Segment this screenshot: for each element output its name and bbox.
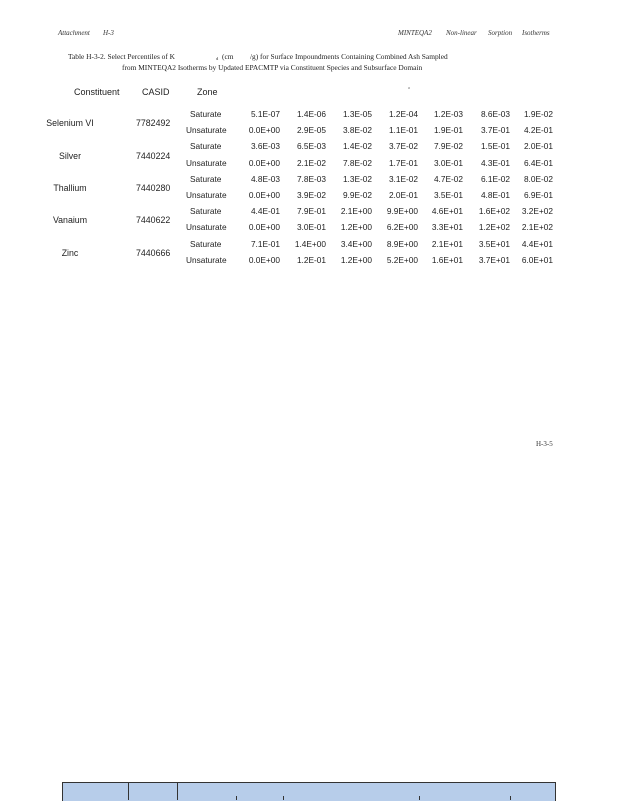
header-section: H-3 xyxy=(103,29,114,37)
percentile-value-cell: 2.1E+01 xyxy=(431,238,463,249)
casid-cell: 7440280 xyxy=(136,182,171,193)
casid-cell: 7782492 xyxy=(136,118,171,129)
percentile-value-cell: 4.7E-02 xyxy=(433,173,463,184)
percentile-value-cell: 6.2E+00 xyxy=(386,222,418,233)
percentile-value-cell: 2.0E-01 xyxy=(523,141,553,152)
percentile-value-cell: 8.9E+00 xyxy=(386,238,418,249)
percentile-value-cell: 6.4E-01 xyxy=(523,157,553,168)
percentile-value-cell: 1.9E-01 xyxy=(433,125,463,136)
percentile-value-cell: 2.1E+02 xyxy=(521,222,553,233)
percentile-value-cell: 3.3E+01 xyxy=(431,222,463,233)
percentile-value-cell: 9.9E-02 xyxy=(342,190,372,200)
percentile-value-cell: 4.6E+01 xyxy=(431,206,463,217)
percentile-value-cell: 1.2E-03 xyxy=(433,109,463,119)
percentile-value-cell: 3.4E+00 xyxy=(340,238,372,249)
header-attachment: Attachment xyxy=(58,29,90,37)
percentile-value-cell: 5.1E-07 xyxy=(250,109,280,119)
percentile-value-cell: 4.8E-01 xyxy=(480,190,510,200)
percentile-value-cell: 4.4E-01 xyxy=(250,206,280,217)
percentile-value-cell: 2.1E-02 xyxy=(296,157,326,168)
percentile-value-cell: 7.9E-01 xyxy=(296,206,326,217)
percentile-value-cell: 1.1E-01 xyxy=(388,125,418,136)
zone-cell: Saturate xyxy=(190,173,222,184)
percentile-value-cell: 3.0E-01 xyxy=(296,222,326,233)
percentile-value-cell: 3.0E-01 xyxy=(433,157,463,168)
percentile-value-cell: 1.4E-02 xyxy=(342,141,372,152)
percentile-value-cell: 0.0E+00 xyxy=(248,125,280,136)
constituent-cell: Silver xyxy=(59,150,81,161)
percentile-value-cell: 6.1E-02 xyxy=(480,173,510,184)
title-part-a: Table H-3-2. Select Percentiles of K xyxy=(68,52,176,61)
percentile-value-cell: 3.2E+02 xyxy=(521,206,553,217)
percentile-value-cell: 3.5E+01 xyxy=(478,238,510,249)
percentile-value-cell: 4.4E+01 xyxy=(521,238,553,249)
percentile-value-cell: 1.5E-01 xyxy=(480,141,510,152)
percentile-value-cell: 7.8E-03 xyxy=(296,173,326,184)
title-part-c: /g) for Surface Impoundments Containing Combined Ash Sampled xyxy=(250,52,448,61)
header-nonlinear: Non-linear xyxy=(446,29,477,37)
title-part-b: (cm xyxy=(222,52,234,61)
percentile-value-cell: 1.3E-02 xyxy=(342,173,372,184)
zone-cell: Saturate xyxy=(190,109,222,119)
percentile-value-cell: 0.0E+00 xyxy=(248,222,280,233)
percentile-value-cell: 9.9E+00 xyxy=(386,206,418,217)
casid-cell: 7440666 xyxy=(136,247,171,258)
percentile-value-cell: 4.8E-03 xyxy=(250,173,280,184)
percentile-value-cell: 7.1E-01 xyxy=(250,238,280,249)
percentile-value-cell: 1.9E-02 xyxy=(523,109,553,119)
next-table-divider xyxy=(177,782,178,800)
casid-cell: 7440224 xyxy=(136,150,171,161)
percentile-value-cell: 3.7E-01 xyxy=(480,125,510,136)
header-minteqa2: MINTEQA2 xyxy=(398,29,432,37)
percentile-value-cell: 3.8E-02 xyxy=(342,125,372,136)
percentile-value-cell: 3.1E-02 xyxy=(388,173,418,184)
percentile-value-cell: 2.1E+00 xyxy=(340,206,372,217)
next-table-divider xyxy=(236,796,237,800)
percentile-value-cell: 0.0E+00 xyxy=(248,190,280,200)
percentile-value-cell: 6.0E+01 xyxy=(521,254,553,265)
percentile-value-cell: 2.9E-05 xyxy=(296,125,326,136)
percentile-value-cell: 4.2E-01 xyxy=(523,125,553,136)
constituent-cell: Thallium xyxy=(53,182,87,193)
zone-cell: Unsaturate xyxy=(186,125,227,136)
percentile-value-cell: 2.0E-01 xyxy=(388,190,418,200)
percentile-value-cell: 8.6E-03 xyxy=(480,109,510,119)
percentile-value-cell: 6.5E-03 xyxy=(296,141,326,152)
percentile-value-cell: 3.5E-01 xyxy=(433,190,463,200)
next-table-divider xyxy=(419,796,420,800)
percentile-value-cell: 1.6E+02 xyxy=(478,206,510,217)
header-isotherms: Isotherms xyxy=(522,29,550,37)
percentile-value-cell: 1.2E-04 xyxy=(388,109,418,119)
zone-cell: Saturate xyxy=(190,206,222,217)
percentile-value-cell: 3.6E-03 xyxy=(250,141,280,152)
casid-cell: 7440622 xyxy=(136,215,171,226)
column-header-casid: CASID xyxy=(142,87,170,97)
percentile-value-cell: 8.0E-02 xyxy=(523,173,553,184)
title-subscript-d: d xyxy=(216,56,219,61)
next-table-divider xyxy=(283,796,284,800)
percentile-value-cell: 0.0E+00 xyxy=(248,157,280,168)
constituent-cell: Zinc xyxy=(61,247,79,258)
percentile-value-cell: 0.0E+00 xyxy=(248,254,280,265)
percentile-value-cell: 1.4E-06 xyxy=(296,109,326,119)
constituent-cell: Vanaium xyxy=(52,215,88,226)
zone-cell: Unsaturate xyxy=(186,254,227,265)
percentile-value-cell: 7.9E-02 xyxy=(433,141,463,152)
percentile-value-cell: 1.2E-01 xyxy=(296,254,326,265)
column-header-zone: Zone xyxy=(197,87,218,97)
percentile-value-cell: 1.6E+01 xyxy=(431,254,463,265)
page-number: H-3-5 xyxy=(536,440,553,448)
header-sorption: Sorption xyxy=(488,29,513,37)
zone-cell: Unsaturate xyxy=(186,157,227,168)
zone-cell: Saturate xyxy=(190,141,222,152)
zone-cell: Unsaturate xyxy=(186,190,227,200)
percentile-value-cell: 1.7E-01 xyxy=(388,157,418,168)
next-table-divider xyxy=(128,782,129,800)
column-header-constituent: Constituent xyxy=(74,87,120,97)
percentile-value-cell: 4.3E-01 xyxy=(480,157,510,168)
title-line2-text: from MINTEQA2 Isotherms by Updated EPACMTP via Constituent Species and Subsurface Domain xyxy=(122,63,423,72)
percentile-value-cell: 6.9E-01 xyxy=(523,190,553,200)
percentile-value-cell: 7.8E-02 xyxy=(342,157,372,168)
next-table-divider xyxy=(510,796,511,800)
next-table-header-band xyxy=(62,782,556,801)
percentile-value-cell: 1.3E-05 xyxy=(342,109,372,119)
percentile-value-cell: 5.2E+00 xyxy=(386,254,418,265)
constituent-cell: Selenium VI xyxy=(46,118,94,129)
zone-cell: Unsaturate xyxy=(186,222,227,233)
percentile-value-cell: 3.7E+01 xyxy=(478,254,510,265)
percentile-value-cell: 3.9E-02 xyxy=(296,190,326,200)
percentile-value-cell: 1.2E+00 xyxy=(340,254,372,265)
percentile-value-cell: 1.4E+00 xyxy=(294,238,326,249)
percentile-value-cell: 1.2E+00 xyxy=(340,222,372,233)
percentile-value-cell: 1.2E+02 xyxy=(478,222,510,233)
percentile-value-cell: 3.7E-02 xyxy=(388,141,418,152)
zone-cell: Saturate xyxy=(190,238,222,249)
footnote-marker: a xyxy=(408,85,410,90)
